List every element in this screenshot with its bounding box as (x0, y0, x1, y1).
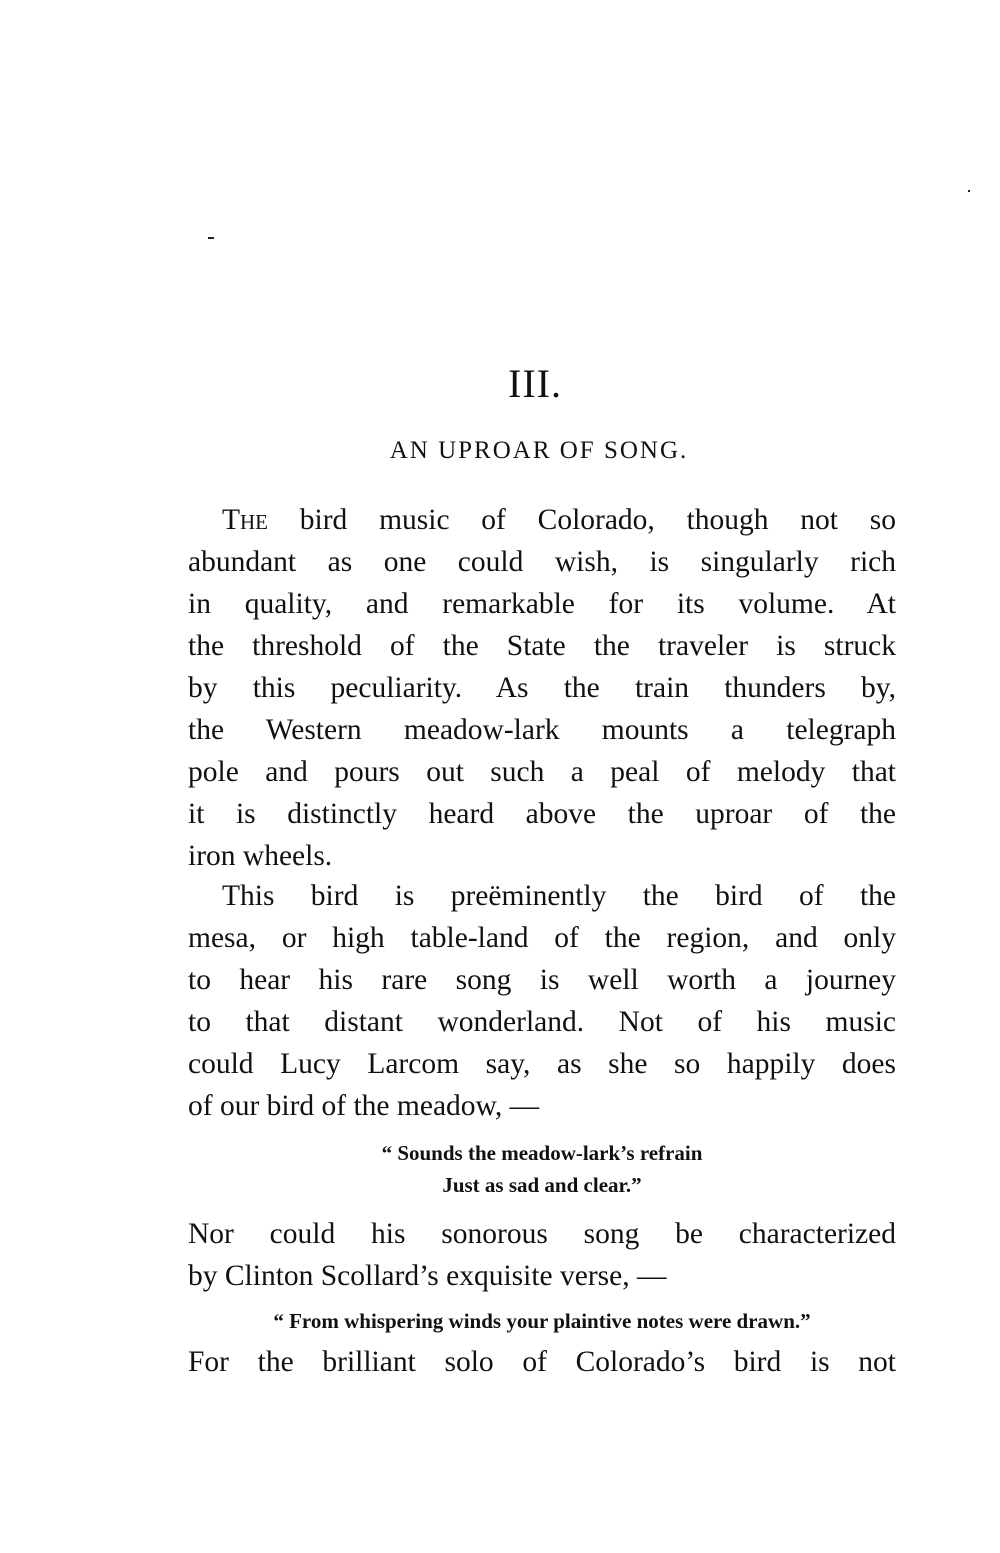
text-line: in quality, and remarkable for its volume. At (188, 588, 896, 620)
text-line: the threshold of the State the traveler is struck (188, 630, 896, 662)
scan-speck (968, 190, 970, 192)
scan-speck (208, 237, 214, 239)
quote-line: Just as sad and clear.” (442, 1173, 642, 1197)
quote-scollard (188, 1305, 896, 1337)
text-line: by this peculiarity. As the train thunders by, (188, 672, 896, 704)
paragraph-4 (188, 1341, 896, 1383)
quote-larcom (188, 1137, 896, 1201)
text-line: iron wheels. (188, 840, 333, 872)
text-line: it is distinctly heard above the uproar of the (188, 798, 896, 830)
text-line: to that distant wonderland. Not of his music (188, 1006, 896, 1038)
quote-line: “ Sounds the meadow-lark’s refrain (381, 1141, 703, 1165)
chapter-number: III. (508, 361, 562, 406)
text-line: of our bird of the meadow, — (188, 1090, 540, 1122)
text-line: to hear his rare song is well worth a journey (188, 964, 896, 996)
quote-line: “ From whispering winds your plaintive notes were drawn.” (273, 1309, 811, 1333)
drop-word: The (222, 504, 269, 536)
text-line: Nor could his sonorous song be characterized (188, 1218, 896, 1250)
text-line: pole and pours out such a peal of melody that (188, 756, 896, 788)
chapter-title: AN UPROAR OF SONG. (389, 437, 689, 464)
text-line: mesa, or high table-land of the region, and only (188, 922, 896, 954)
text-line: This bird is preëminently the bird of the (222, 880, 896, 912)
text-line: For the brilliant solo of Colorado’s bird is not (188, 1346, 896, 1378)
text-line: abundant as one could wish, is singularly rich (188, 546, 896, 578)
paragraph-1 (188, 499, 896, 877)
paragraph-3 (188, 1213, 896, 1297)
text-line: could Lucy Larcom say, as she so happily does (188, 1048, 896, 1080)
text-line: The bird music of Colorado, though not so (222, 504, 896, 536)
text-line: by Clinton Scollard’s exquisite verse, — (188, 1260, 667, 1292)
paragraph-2 (188, 875, 896, 1127)
text-line: the Western meadow-lark mounts a telegraph (188, 714, 896, 746)
